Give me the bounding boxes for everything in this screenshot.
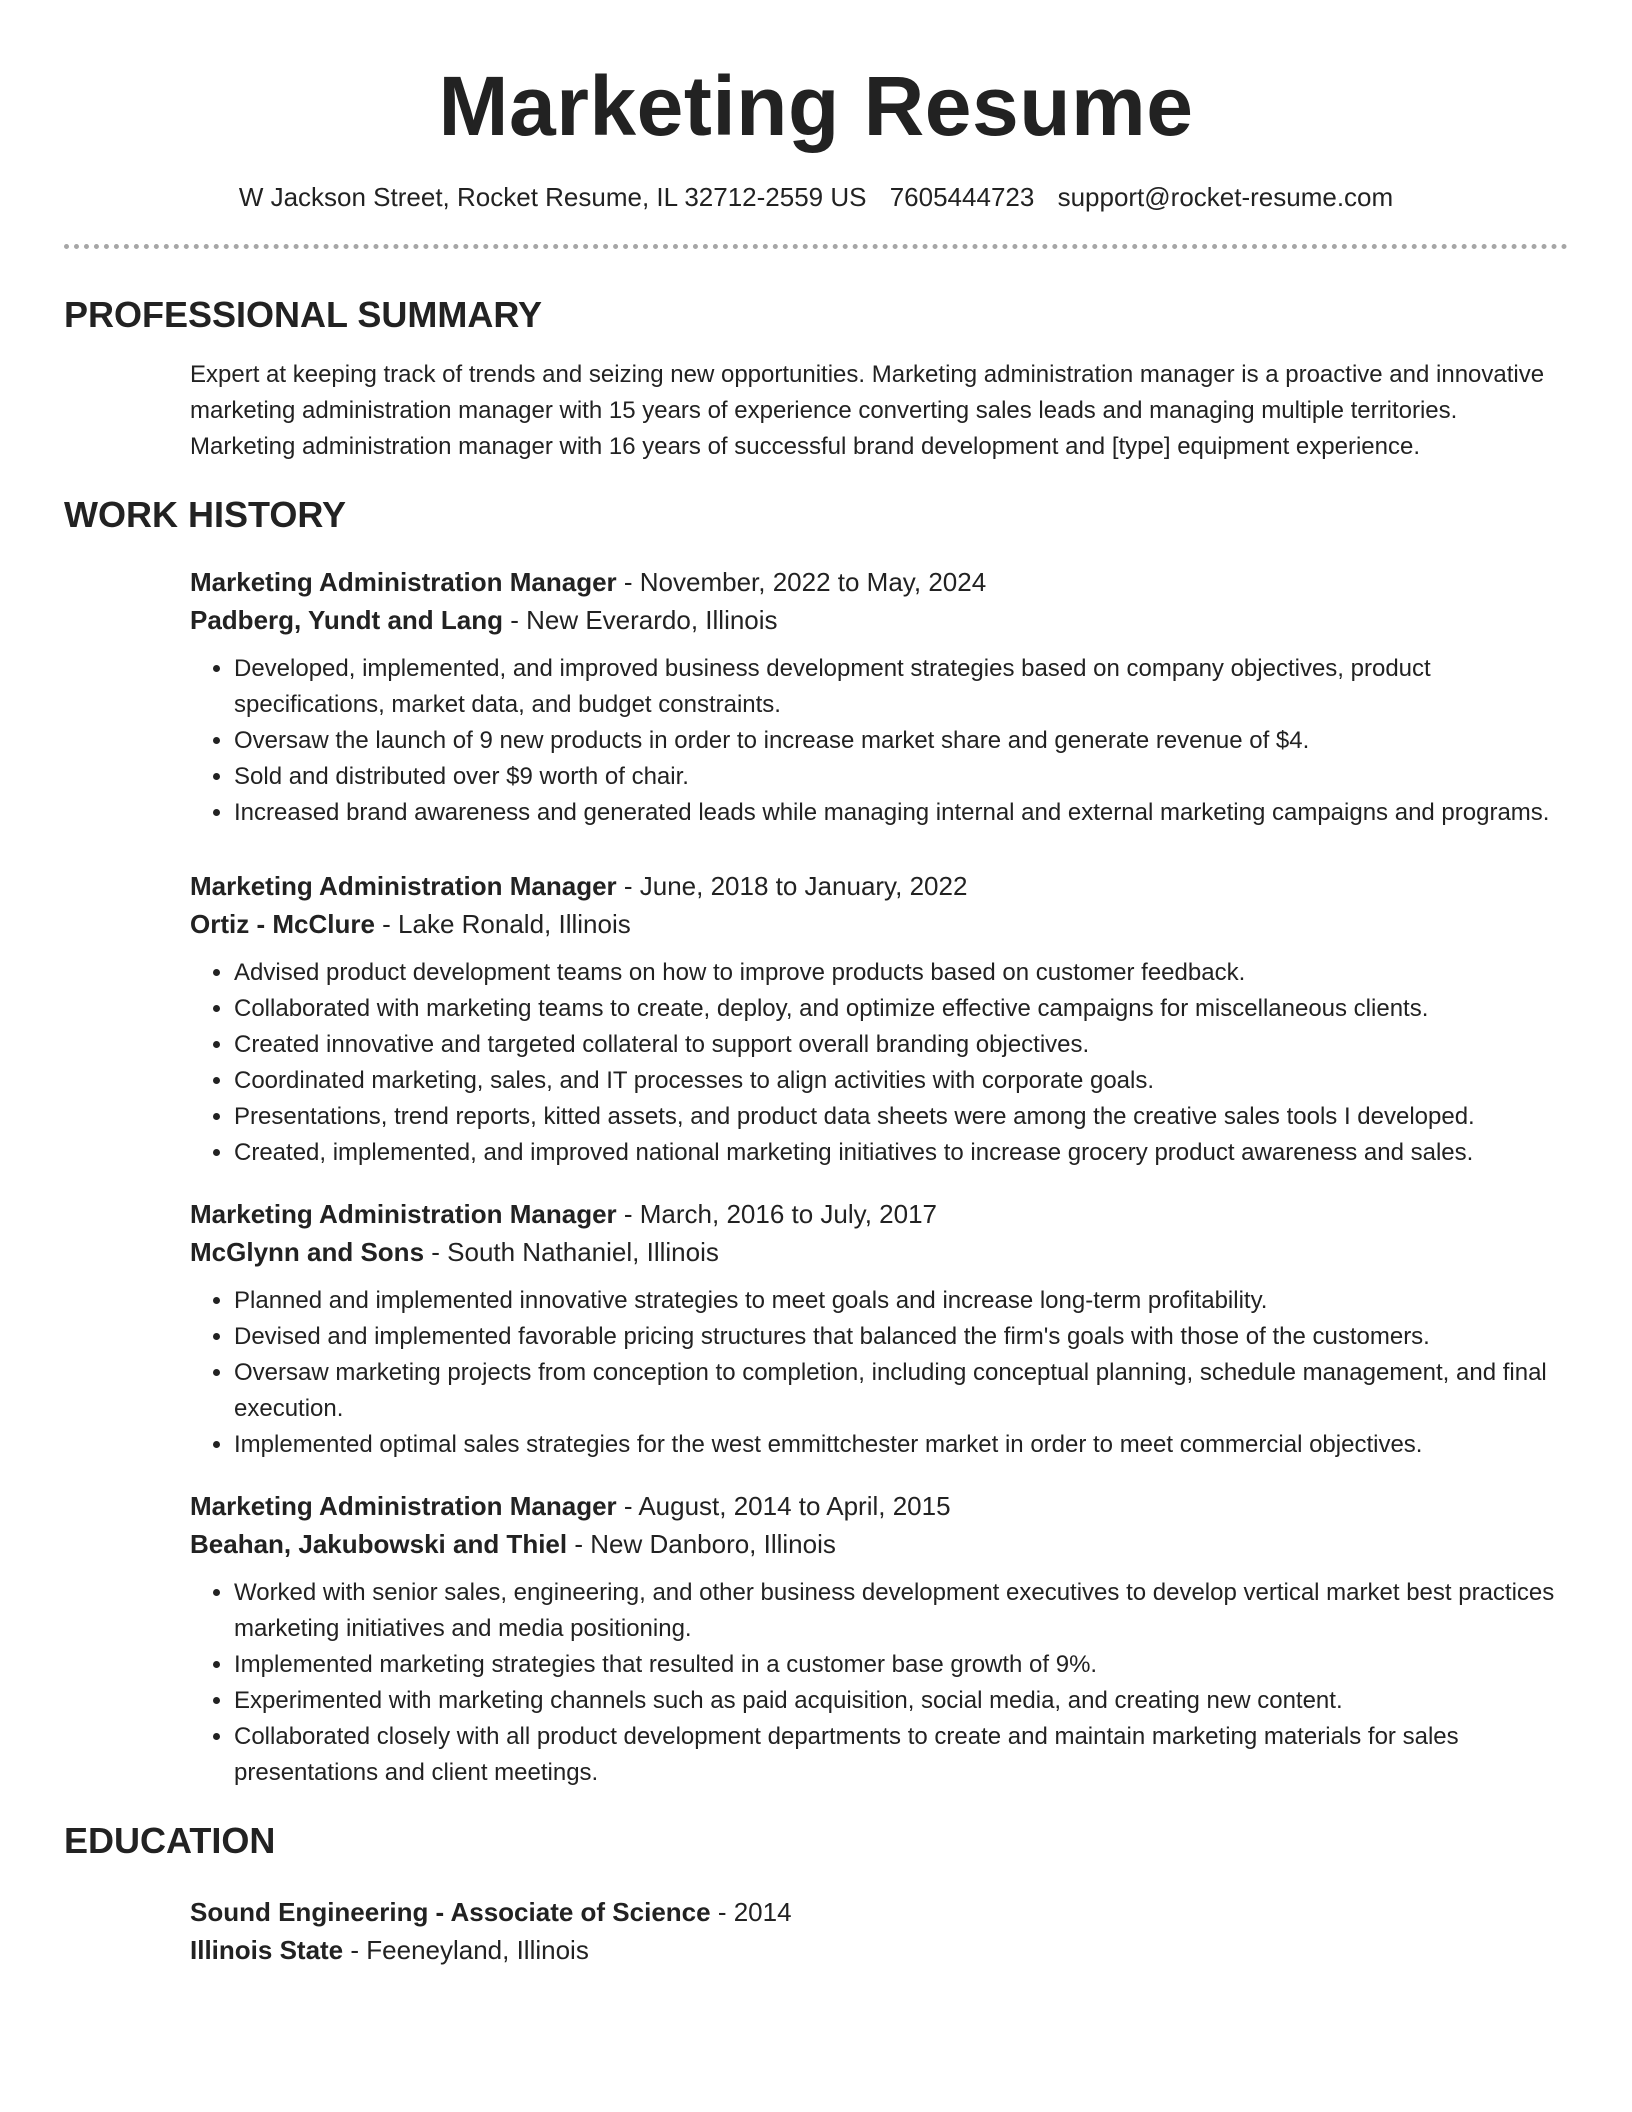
degree-line	[190, 1893, 1568, 1931]
job-bullet: • Devised and implemented favorable pricing structures that balanced the firm's goals with those of the customers.	[234, 1319, 1568, 1355]
job-bullet: • Presentations, trend reports, kitted assets, and product data sheets were among the creative sales tools I developed.	[234, 1099, 1568, 1135]
degree-year: - 2014	[710, 1897, 792, 1927]
job-location: - South Nathaniel, Illinois	[424, 1237, 719, 1267]
job-company: Ortiz - McClure	[190, 909, 375, 939]
job-bullets	[190, 1575, 1568, 1791]
job-entry	[190, 1487, 1568, 1791]
job-entry	[190, 1195, 1568, 1463]
job-bullets	[190, 651, 1568, 831]
job-company: Beahan, Jakubowski and Thiel	[190, 1529, 568, 1559]
summary-heading: PROFESSIONAL SUMMARY	[64, 294, 543, 335]
job-title-line	[190, 1487, 1568, 1525]
job-dates: - November, 2022 to May, 2024	[616, 567, 987, 597]
job-bullet: • Implemented marketing strategies that resulted in a customer base growth of 9%.	[234, 1647, 1568, 1683]
job-bullet: • Created innovative and targeted collateral to support overall branding objectives.	[234, 1027, 1568, 1063]
education-heading: EDUCATION	[64, 1820, 276, 1861]
job-bullet: • Implemented optimal sales strategies for the west emmittchester market in order to meet commercial objectives.	[234, 1427, 1568, 1463]
job-dates: - June, 2018 to January, 2022	[616, 871, 968, 901]
job-entry	[190, 563, 1568, 831]
job-title-line	[190, 867, 1568, 905]
contact-address: W Jackson Street, Rocket Resume, IL 32712-2559 US	[238, 182, 867, 212]
job-title: Marketing Administration Manager	[190, 871, 617, 901]
school-name: Illinois State	[190, 1935, 344, 1965]
job-dates: - August, 2014 to April, 2015	[616, 1491, 951, 1521]
summary-text: Expert at keeping track of trends and seizing new opportunities. Marketing administration manager is a proactive and innovative marketing administration manager with 15 years of experience converting sales leads and managing multiple territories. Marketing administration manager with 16 years of successful brand development and [type] equipment experience.	[190, 361, 1545, 460]
job-bullet: • Increased brand awareness and generated leads while managing internal and external marketing campaigns and programs.	[234, 795, 1568, 831]
job-title-line	[190, 563, 1568, 601]
degree-name: Sound Engineering - Associate of Science	[190, 1897, 711, 1927]
contact-email: support@rocket-resume.com	[1057, 182, 1394, 212]
job-company-line	[190, 905, 1568, 943]
school-line	[190, 1931, 1568, 1969]
job-bullet: • Oversaw the launch of 9 new products in order to increase market share and generate revenue of $4.	[234, 723, 1568, 759]
job-bullet: • Oversaw marketing projects from conception to completion, including conceptual planning, schedule management, and final execution.	[234, 1355, 1568, 1427]
job-location: - Lake Ronald, Illinois	[374, 909, 631, 939]
job-bullets	[190, 1283, 1568, 1463]
job-bullet: • Collaborated closely with all product development departments to create and maintain marketing materials for sales presentations and client meetings.	[234, 1719, 1568, 1791]
education-entry	[190, 1893, 1568, 1969]
work-history-list	[190, 563, 1568, 1791]
job-title: Marketing Administration Manager	[190, 1491, 617, 1521]
job-bullet: • Planned and implemented innovative strategies to meet goals and increase long-term profitability.	[234, 1283, 1568, 1319]
job-entry	[190, 867, 1568, 1171]
job-location: - New Danboro, Illinois	[567, 1529, 836, 1559]
header-divider	[64, 244, 1568, 249]
job-bullet: • Coordinated marketing, sales, and IT processes to align activities with corporate goals.	[234, 1063, 1568, 1099]
job-bullet: • Advised product development teams on how to improve products based on customer feedback.	[234, 955, 1568, 991]
job-bullet: • Created, implemented, and improved national marketing initiatives to increase grocery product awareness and sales.	[234, 1135, 1568, 1171]
job-bullet: • Collaborated with marketing teams to create, deploy, and optimize effective campaigns for miscellaneous clients.	[234, 991, 1568, 1027]
job-location: - New Everardo, Illinois	[503, 605, 778, 635]
resume-title: Marketing Resume	[438, 59, 1194, 153]
job-company: McGlynn and Sons	[190, 1237, 425, 1267]
job-bullet: • Worked with senior sales, engineering, and other business development executives to develop vertical market best practices marketing initiatives and media positioning.	[234, 1575, 1568, 1647]
job-company-line	[190, 1233, 1568, 1271]
job-bullets	[190, 955, 1568, 1171]
work-history-heading: WORK HISTORY	[64, 494, 347, 535]
job-company-line	[190, 1525, 1568, 1563]
job-company-line	[190, 601, 1568, 639]
job-dates: - March, 2016 to July, 2017	[616, 1199, 938, 1229]
job-bullet: • Developed, implemented, and improved business development strategies based on company objectives, product specifications, market data, and budget constraints.	[234, 651, 1568, 723]
job-company: Padberg, Yundt and Lang	[190, 605, 503, 635]
job-title: Marketing Administration Manager	[190, 567, 617, 597]
contact-phone: 7605444723	[889, 182, 1035, 212]
job-bullet: • Experimented with marketing channels such as paid acquisition, social media, and creating new content.	[234, 1683, 1568, 1719]
contact-line	[64, 180, 1568, 214]
job-title: Marketing Administration Manager	[190, 1199, 617, 1229]
school-location: - Feeneyland, Illinois	[343, 1935, 589, 1965]
job-bullet: • Sold and distributed over $9 worth of chair.	[234, 759, 1568, 795]
job-title-line	[190, 1195, 1568, 1233]
